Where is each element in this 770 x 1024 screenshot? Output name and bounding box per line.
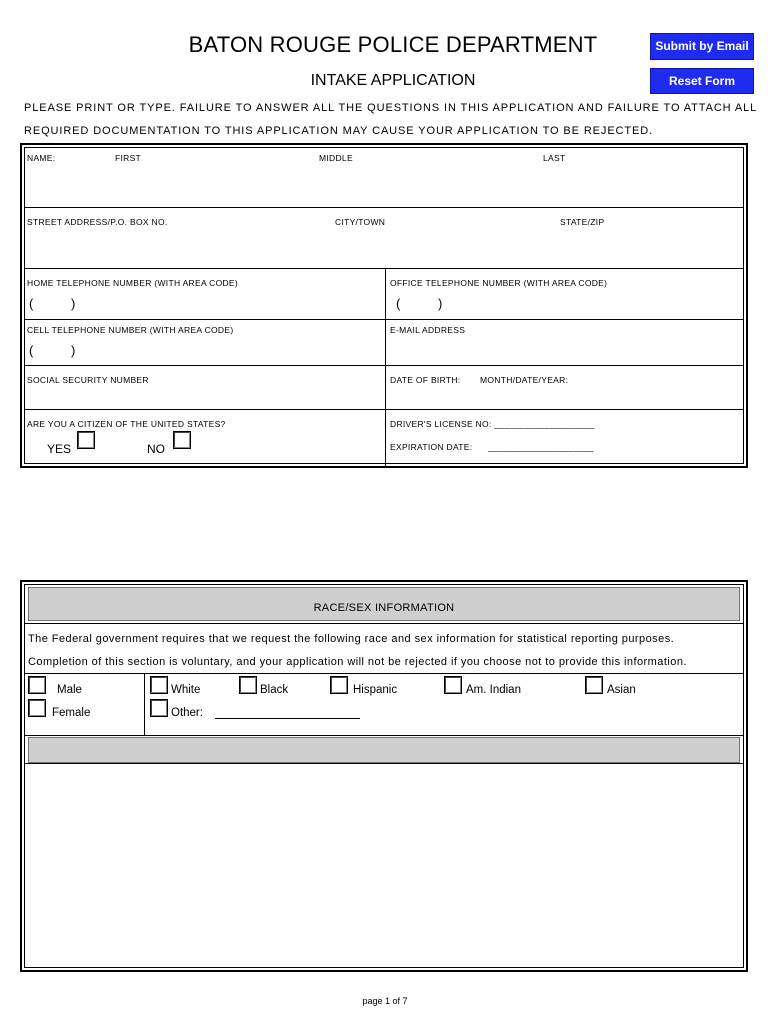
- name-label: NAME:: [27, 153, 56, 163]
- home-phone-label: HOME TELEPHONE NUMBER (WITH AREA CODE): [27, 278, 239, 288]
- page-title: BATON ROUGE POLICE DEPARTMENT: [188, 32, 598, 57]
- first-name-label: FIRST: [115, 153, 142, 163]
- male-label: Male: [57, 684, 82, 696]
- am-indian-checkbox[interactable]: [444, 676, 462, 694]
- column-divider: [144, 673, 145, 735]
- expiration-date-field[interactable]: _____________________: [488, 442, 594, 452]
- instructions-line-2: REQUIRED DOCUMENTATION TO THIS APPLICATION MAY CAUSE YOUR APPLICATION TO BE REJECTED.: [24, 125, 654, 137]
- divider: [25, 409, 743, 410]
- home-phone-paren-close: ): [71, 296, 76, 311]
- cell-phone-field[interactable]: [25, 338, 383, 364]
- city-label: CITY/TOWN: [335, 217, 386, 227]
- divider: [25, 623, 743, 624]
- dob-field[interactable]: [387, 386, 745, 408]
- race-sex-paragraph-2: Completion of this section is voluntary, and your application will not be rejected if you choose not to provide this information.: [28, 656, 687, 668]
- other-checkbox[interactable]: [150, 699, 168, 717]
- dob-label: DATE OF BIRTH:: [390, 375, 461, 385]
- hispanic-label: Hispanic: [353, 684, 398, 696]
- divider: [25, 319, 743, 320]
- male-checkbox[interactable]: [28, 676, 46, 694]
- female-label: Female: [52, 707, 91, 719]
- submit-by-email-button[interactable]: Submit by Email: [650, 33, 754, 60]
- female-checkbox[interactable]: [28, 699, 46, 717]
- email-label: E-MAIL ADDRESS: [390, 325, 466, 335]
- race-sex-section-title: RACE/SEX INFORMATION: [313, 602, 455, 614]
- reset-form-button[interactable]: Reset Form: [650, 68, 754, 94]
- name-field[interactable]: [25, 164, 745, 204]
- ssn-field[interactable]: [25, 386, 383, 408]
- email-field[interactable]: [387, 338, 745, 364]
- home-phone-field[interactable]: [25, 291, 383, 317]
- citizen-yes-checkbox[interactable]: [77, 431, 95, 449]
- race-sex-header-band: [28, 587, 740, 621]
- cell-phone-paren-close: ): [71, 343, 76, 358]
- instructions-line-1: PLEASE PRINT OR TYPE. FAILURE TO ANSWER ALL THE QUESTIONS IN THIS APPLICATION AND FAILURE TO ATTACH ALL: [24, 102, 758, 114]
- office-phone-paren-close: ): [438, 296, 443, 311]
- dob-format-label: MONTH/DATE/YEAR:: [480, 375, 569, 385]
- expiration-date-label: EXPIRATION DATE:: [390, 442, 473, 452]
- race-sex-form: [20, 580, 748, 972]
- divider: [25, 673, 743, 674]
- divider: [25, 207, 743, 208]
- citizen-question-label: ARE YOU A CITIZEN OF THE UNITED STATES?: [27, 419, 226, 429]
- gray-band: [28, 737, 740, 763]
- asian-label: Asian: [607, 684, 636, 696]
- race-sex-paragraph-1: The Federal government requires that we request the following race and sex information for statistical reporting purposes.: [28, 633, 675, 645]
- divider: [25, 268, 743, 269]
- personal-info-form: [20, 143, 748, 468]
- black-label: Black: [260, 684, 289, 696]
- other-field[interactable]: [215, 718, 360, 719]
- drivers-license-label[interactable]: DRIVER'S LICENSE NO: ____________________: [390, 419, 595, 429]
- page-subtitle: INTAKE APPLICATION: [310, 72, 476, 89]
- home-phone-paren-open: (: [29, 296, 34, 311]
- white-label: White: [171, 684, 201, 696]
- am-indian-label: Am. Indian: [466, 684, 521, 696]
- citizen-no-label: NO: [147, 442, 165, 456]
- divider: [25, 365, 743, 366]
- ssn-label: SOCIAL SECURITY NUMBER: [27, 375, 149, 385]
- divider: [25, 763, 743, 764]
- state-zip-label: STATE/ZIP: [560, 217, 605, 227]
- column-divider: [385, 268, 386, 467]
- cell-phone-paren-open: (: [29, 343, 34, 358]
- blank-area[interactable]: [25, 765, 745, 967]
- address-field[interactable]: [25, 230, 745, 266]
- office-phone-paren-open: (: [396, 296, 401, 311]
- middle-name-label: MIDDLE: [319, 153, 353, 163]
- asian-checkbox[interactable]: [585, 676, 603, 694]
- citizen-yes-label: YES: [47, 442, 72, 456]
- citizen-no-checkbox[interactable]: [173, 431, 191, 449]
- office-phone-field[interactable]: [387, 291, 745, 317]
- black-checkbox[interactable]: [239, 676, 257, 694]
- street-address-label: STREET ADDRESS/P.O. BOX NO.: [27, 217, 168, 227]
- last-name-label: LAST: [543, 153, 566, 163]
- hispanic-checkbox[interactable]: [330, 676, 348, 694]
- other-label: Other:: [171, 707, 203, 719]
- cell-phone-label: CELL TELEPHONE NUMBER (WITH AREA CODE): [27, 325, 234, 335]
- office-phone-label: OFFICE TELEPHONE NUMBER (WITH AREA CODE): [390, 278, 608, 288]
- divider: [25, 735, 743, 736]
- page-number: page 1 of 7: [362, 996, 408, 1006]
- white-checkbox[interactable]: [150, 676, 168, 694]
